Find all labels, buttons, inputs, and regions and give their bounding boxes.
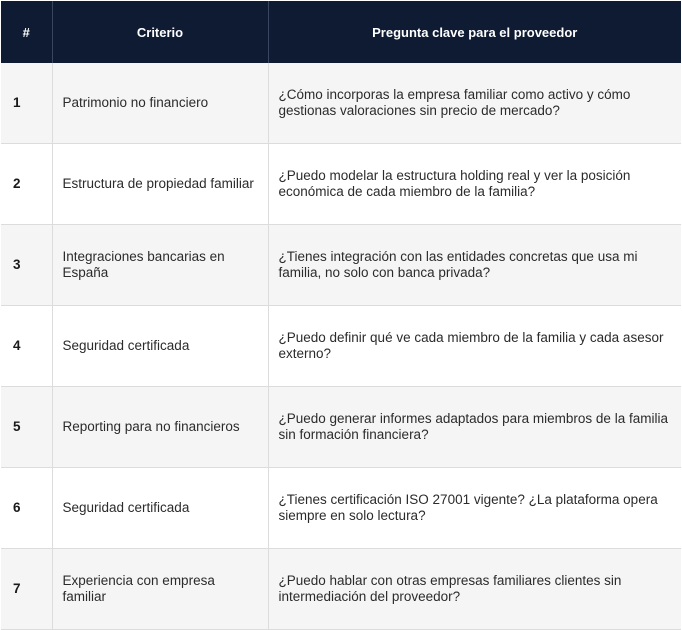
row-criterion: Patrimonio no financiero — [52, 63, 268, 144]
header-row — [1, 1, 681, 63]
row-criterion: Experiencia con empresa familiar — [52, 549, 268, 630]
header-question: Pregunta clave para el proveedor — [268, 1, 681, 63]
table-row — [1, 63, 681, 144]
row-number: 4 — [1, 306, 52, 387]
criteria-table — [1, 1, 681, 630]
row-question: ¿Puedo hablar con otras empresas familiares clientes sin intermediación del proveedor? — [268, 549, 681, 630]
table-row — [1, 306, 681, 387]
row-criterion: Integraciones bancarias en España — [52, 225, 268, 306]
table-row — [1, 468, 681, 549]
table-row — [1, 225, 681, 306]
row-question: ¿Puedo generar informes adaptados para miembros de la familia sin formación financiera? — [268, 387, 681, 468]
row-criterion: Estructura de propiedad familiar — [52, 144, 268, 225]
row-question: ¿Puedo modelar la estructura holding real y ver la posición económica de cada miembro de la familia? — [268, 144, 681, 225]
row-criterion: Seguridad certificada — [52, 468, 268, 549]
table-row — [1, 387, 681, 468]
row-number: 3 — [1, 225, 52, 306]
row-number: 2 — [1, 144, 52, 225]
row-question: ¿Cómo incorporas la empresa familiar como activo y cómo gestionas valoraciones sin precio de mercado? — [268, 63, 681, 144]
row-number: 6 — [1, 468, 52, 549]
table-header — [1, 1, 681, 63]
table-body — [1, 63, 681, 630]
header-number: # — [1, 1, 52, 63]
row-question: ¿Puedo definir qué ve cada miembro de la familia y cada asesor externo? — [268, 306, 681, 387]
row-criterion: Reporting para no financieros — [52, 387, 268, 468]
table-row — [1, 144, 681, 225]
header-criterion: Criterio — [52, 1, 268, 63]
table-row — [1, 549, 681, 630]
row-question: ¿Tienes certificación ISO 27001 vigente? ¿La plataforma opera siempre en solo lectura? — [268, 468, 681, 549]
row-number: 1 — [1, 63, 52, 144]
row-question: ¿Tienes integración con las entidades concretas que usa mi familia, no solo con banca privada? — [268, 225, 681, 306]
row-number: 5 — [1, 387, 52, 468]
row-criterion: Seguridad certificada — [52, 306, 268, 387]
row-number: 7 — [1, 549, 52, 630]
